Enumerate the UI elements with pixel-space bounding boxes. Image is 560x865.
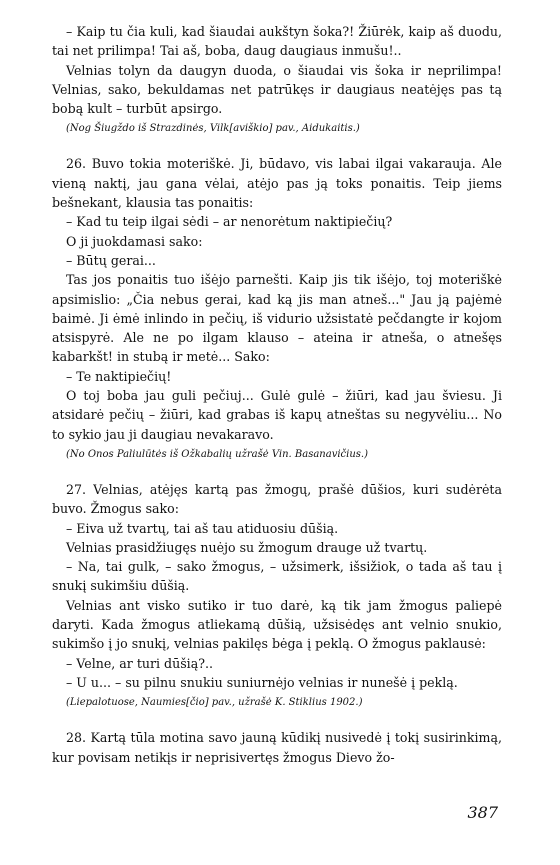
section-gap — [52, 136, 502, 154]
paragraph: Velnias prasidžiugęs nuėjo su žmogum drauge už tvartų. — [66, 539, 428, 555]
source-note: (Nog Šiugždo iš Strazdinės, Vilk[aviškio] pav., Aidukaitis.) — [66, 123, 360, 135]
paragraph: 28. Kartą tūla motina savo jauną kūdikį nusivedė į tokį susirinkimą, kur povisam netikįs ir neprisivertęs žmogus Dievo žo- — [52, 730, 502, 765]
source-note: (No Onos Paliulūtės iš Ožkabalių užrašė Vin. Basanavičius.) — [66, 448, 368, 460]
paragraph: – Velne, ar turi dūšią?.. — [66, 655, 213, 671]
paragraph: 26. Buvo tokia moteriškė. Ji, būdavo, vis labai ilgai vakarauja. Ale vieną naktį, jau gana vėlai, atėjo pas ją toks ponaitis. Teip jiems bešnekant, klausia tas ponaitis: — [52, 156, 502, 211]
paragraph: – U u... – su pilnu snukiu suniurnėjo velnias ir nunešė į peklą. — [66, 674, 458, 690]
paragraph: Velnias tolyn da daugyn duoda, o šiaudai vis šoka ir neprilimpa! Velnias, sako, bekuldamas net patrūkęs ir daugiaus neatėjęs pas tą bobą kult – turbūt apsirgo. — [52, 62, 502, 117]
paragraph: – Eiva už tvartų, tai aš tau atiduosiu dūšią. — [66, 520, 339, 536]
page-number: 387 — [467, 803, 498, 822]
paragraph: O ji juokdamasi sako: — [66, 233, 203, 249]
paragraph: 27. Velnias, atėjęs kartą pas žmogų, prašė dūšios, kuri sudėrėta buvo. Žmogus sako: — [52, 481, 502, 517]
section-gap — [52, 710, 502, 728]
source-note: (Liepalotuose, Naumies[čio] pav., užrašė K. Stiklius 1902.) — [66, 697, 363, 709]
paragraph: – Kad tu teip ilgai sėdi – ar nenorėtum naktipiečių? — [66, 214, 393, 230]
page-body — [52, 22, 502, 767]
paragraph: – Būtų gerai... — [66, 252, 156, 268]
paragraph: O toj boba jau guli pečiuj... Gulė gulė – žiūri, kad jau šviesu. Ji atsidarė pečių – žiūri, kad grabas iš kapų atneštas su negyvėliu... No to sykio jau ji daugiau nevakaravo. — [52, 388, 502, 442]
paragraph: Tas jos ponaitis tuo išėjo parnešti. Kaip jis tik išėjo, toj moteriškė apsimislio: „Čia nebus gerai, kad ką jis man atneš..." Jau ją pajėmė baimė. Ji ėmė inlindo in pečių, iš vidurio užsistatė pečdangte ir kojom atsispyrė. Ale ne po ilgam klauso – ateina ir atneša, o atnešęs kabarkšt! in stubą ir metė... Sako: — [52, 272, 502, 365]
paragraph: – Te naktipiečių! — [66, 368, 172, 384]
section-gap — [52, 462, 502, 480]
paragraph: Velnias ant visko sutiko ir tuo darė, ką tik jam žmogus paliepė daryti. Kada žmogus atliekamą dūšią, užsisėdęs ant velnio snukio, sukimšo į jo snukį, velnias pakilęs bėga į peklą. O žmogus paklausė: — [52, 597, 502, 652]
paragraph: – Kaip tu čia kuli, kad šiaudai aukštyn šoka?! Žiūrėk, kaip aš duodu, tai net prilimpa! Tai aš, boba, daug daugiaus inmušu!.. — [52, 24, 502, 59]
paragraph: – Na, tai gulk, – sako žmogus, – užsimerk, išsižiok, o tada aš tau į snukį sukimšiu dūšią. — [52, 559, 502, 594]
